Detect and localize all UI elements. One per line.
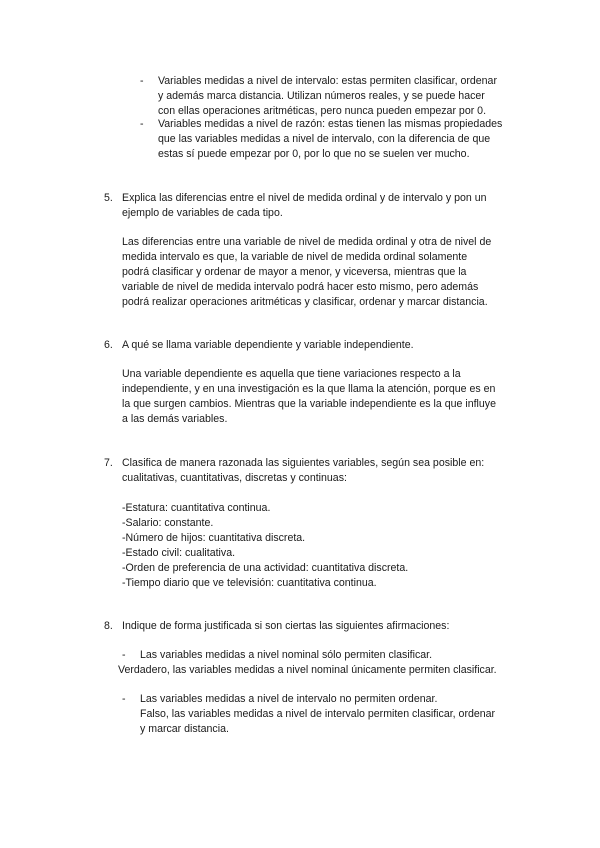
statement-dash: - [122,649,126,661]
text-line: Las diferencias entre una variable de nivel de medida ordinal y otra de nivel de [122,236,492,248]
list-item: -Tiempo diario que ve televisión: cuantitativa continua. [122,577,377,589]
text-line: podrá clasificar y ordenar de mayor a menor, y viceversa, mientras que la [122,266,467,278]
text-line: Explica las diferencias entre el nivel de medida ordinal y de intervalo y pon un [122,192,487,204]
question-number: 5. [104,192,113,204]
question-number: 8. [104,620,113,632]
bullet-dash: - [140,118,144,130]
statement-2 [140,692,518,707]
bullet-dash: - [140,75,144,87]
statement-dash: - [122,693,126,705]
text-line: Clasifica de manera razonada las siguientes variables, según sea posible en: [122,457,485,469]
text-line: Verdadero, las variables medidas a nivel nominal únicamente permiten clasificar. [118,664,497,676]
text-line: y además marca distancia. Utilizan números reales, y se puede hacer [158,90,485,102]
text-line: la que surgen cambios. Mientras que la variable independiente es la que influye [122,398,496,410]
text-line: medida intervalo es que, la variable de nivel de medida ordinal solamente [122,251,468,263]
statement-1-answer [118,663,518,678]
statement-1 [140,648,518,663]
question-6 [122,338,518,353]
text-line: Las variables medidas a nivel de intervalo no permiten ordenar. [140,693,438,705]
text-line: ejemplo de variables de cada tipo. [122,207,283,219]
list-item: -Número de hijos: cuantitativa discreta. [122,532,306,544]
text-line: Variables medidas a nivel de razón: estas tienen las mismas propiedades [158,118,503,130]
question-number: 7. [104,457,113,469]
text-line: Indique de forma justificada si son ciertas las siguientes afirmaciones: [122,620,450,632]
text-line: Las variables medidas a nivel nominal sólo permiten clasificar. [140,649,433,661]
text-line: independiente, y en una investigación es la que llama la atención, porque es en [122,383,496,395]
text-line: estas sí puede empezar por 0, por lo que no se suelen ver mucho. [158,148,470,160]
answer-5 [122,235,518,310]
answer-7-list [122,501,518,591]
text-line: a las demás variables. [122,413,228,425]
text-line: Falso, las variables medidas a nivel de intervalo permiten clasificar, ordenar [140,708,496,720]
question-5 [122,191,518,221]
text-line: cualitativas, cuantitativas, discretas y continuas: [122,472,347,484]
list-item: -Estado civil: cualitativa. [122,547,236,559]
list-item: -Salario: constante. [122,517,214,529]
statement-2-answer [140,707,518,737]
text-line: Variables medidas a nivel de intervalo: estas permiten clasificar, ordenar [158,75,497,87]
text-line: con ellas operaciones aritméticas, pero nunca pueden empezar por 0. [158,105,487,117]
bullet-ratio [158,117,516,162]
text-line: podrá realizar operaciones aritméticas y clasificar, ordenar y marcar distancia. [122,296,488,308]
question-number: 6. [104,339,113,351]
question-8 [122,619,518,634]
list-item: -Estatura: cuantitativa continua. [122,502,271,514]
text-line: Una variable dependiente es aquella que tiene variaciones respecto a la [122,368,461,380]
text-line: variable de nivel de medida intervalo podrá hacer esto mismo, pero además [122,281,479,293]
text-line: que las variables medidas a nivel de intervalo, con la diferencia de que [158,133,491,145]
question-7 [122,456,518,486]
answer-6 [122,367,518,427]
text-line: A qué se llama variable dependiente y variable independiente. [122,339,414,351]
text-line: y marcar distancia. [140,723,229,735]
bullet-interval [158,74,516,119]
list-item: -Orden de preferencia de una actividad: cuantitativa discreta. [122,562,409,574]
